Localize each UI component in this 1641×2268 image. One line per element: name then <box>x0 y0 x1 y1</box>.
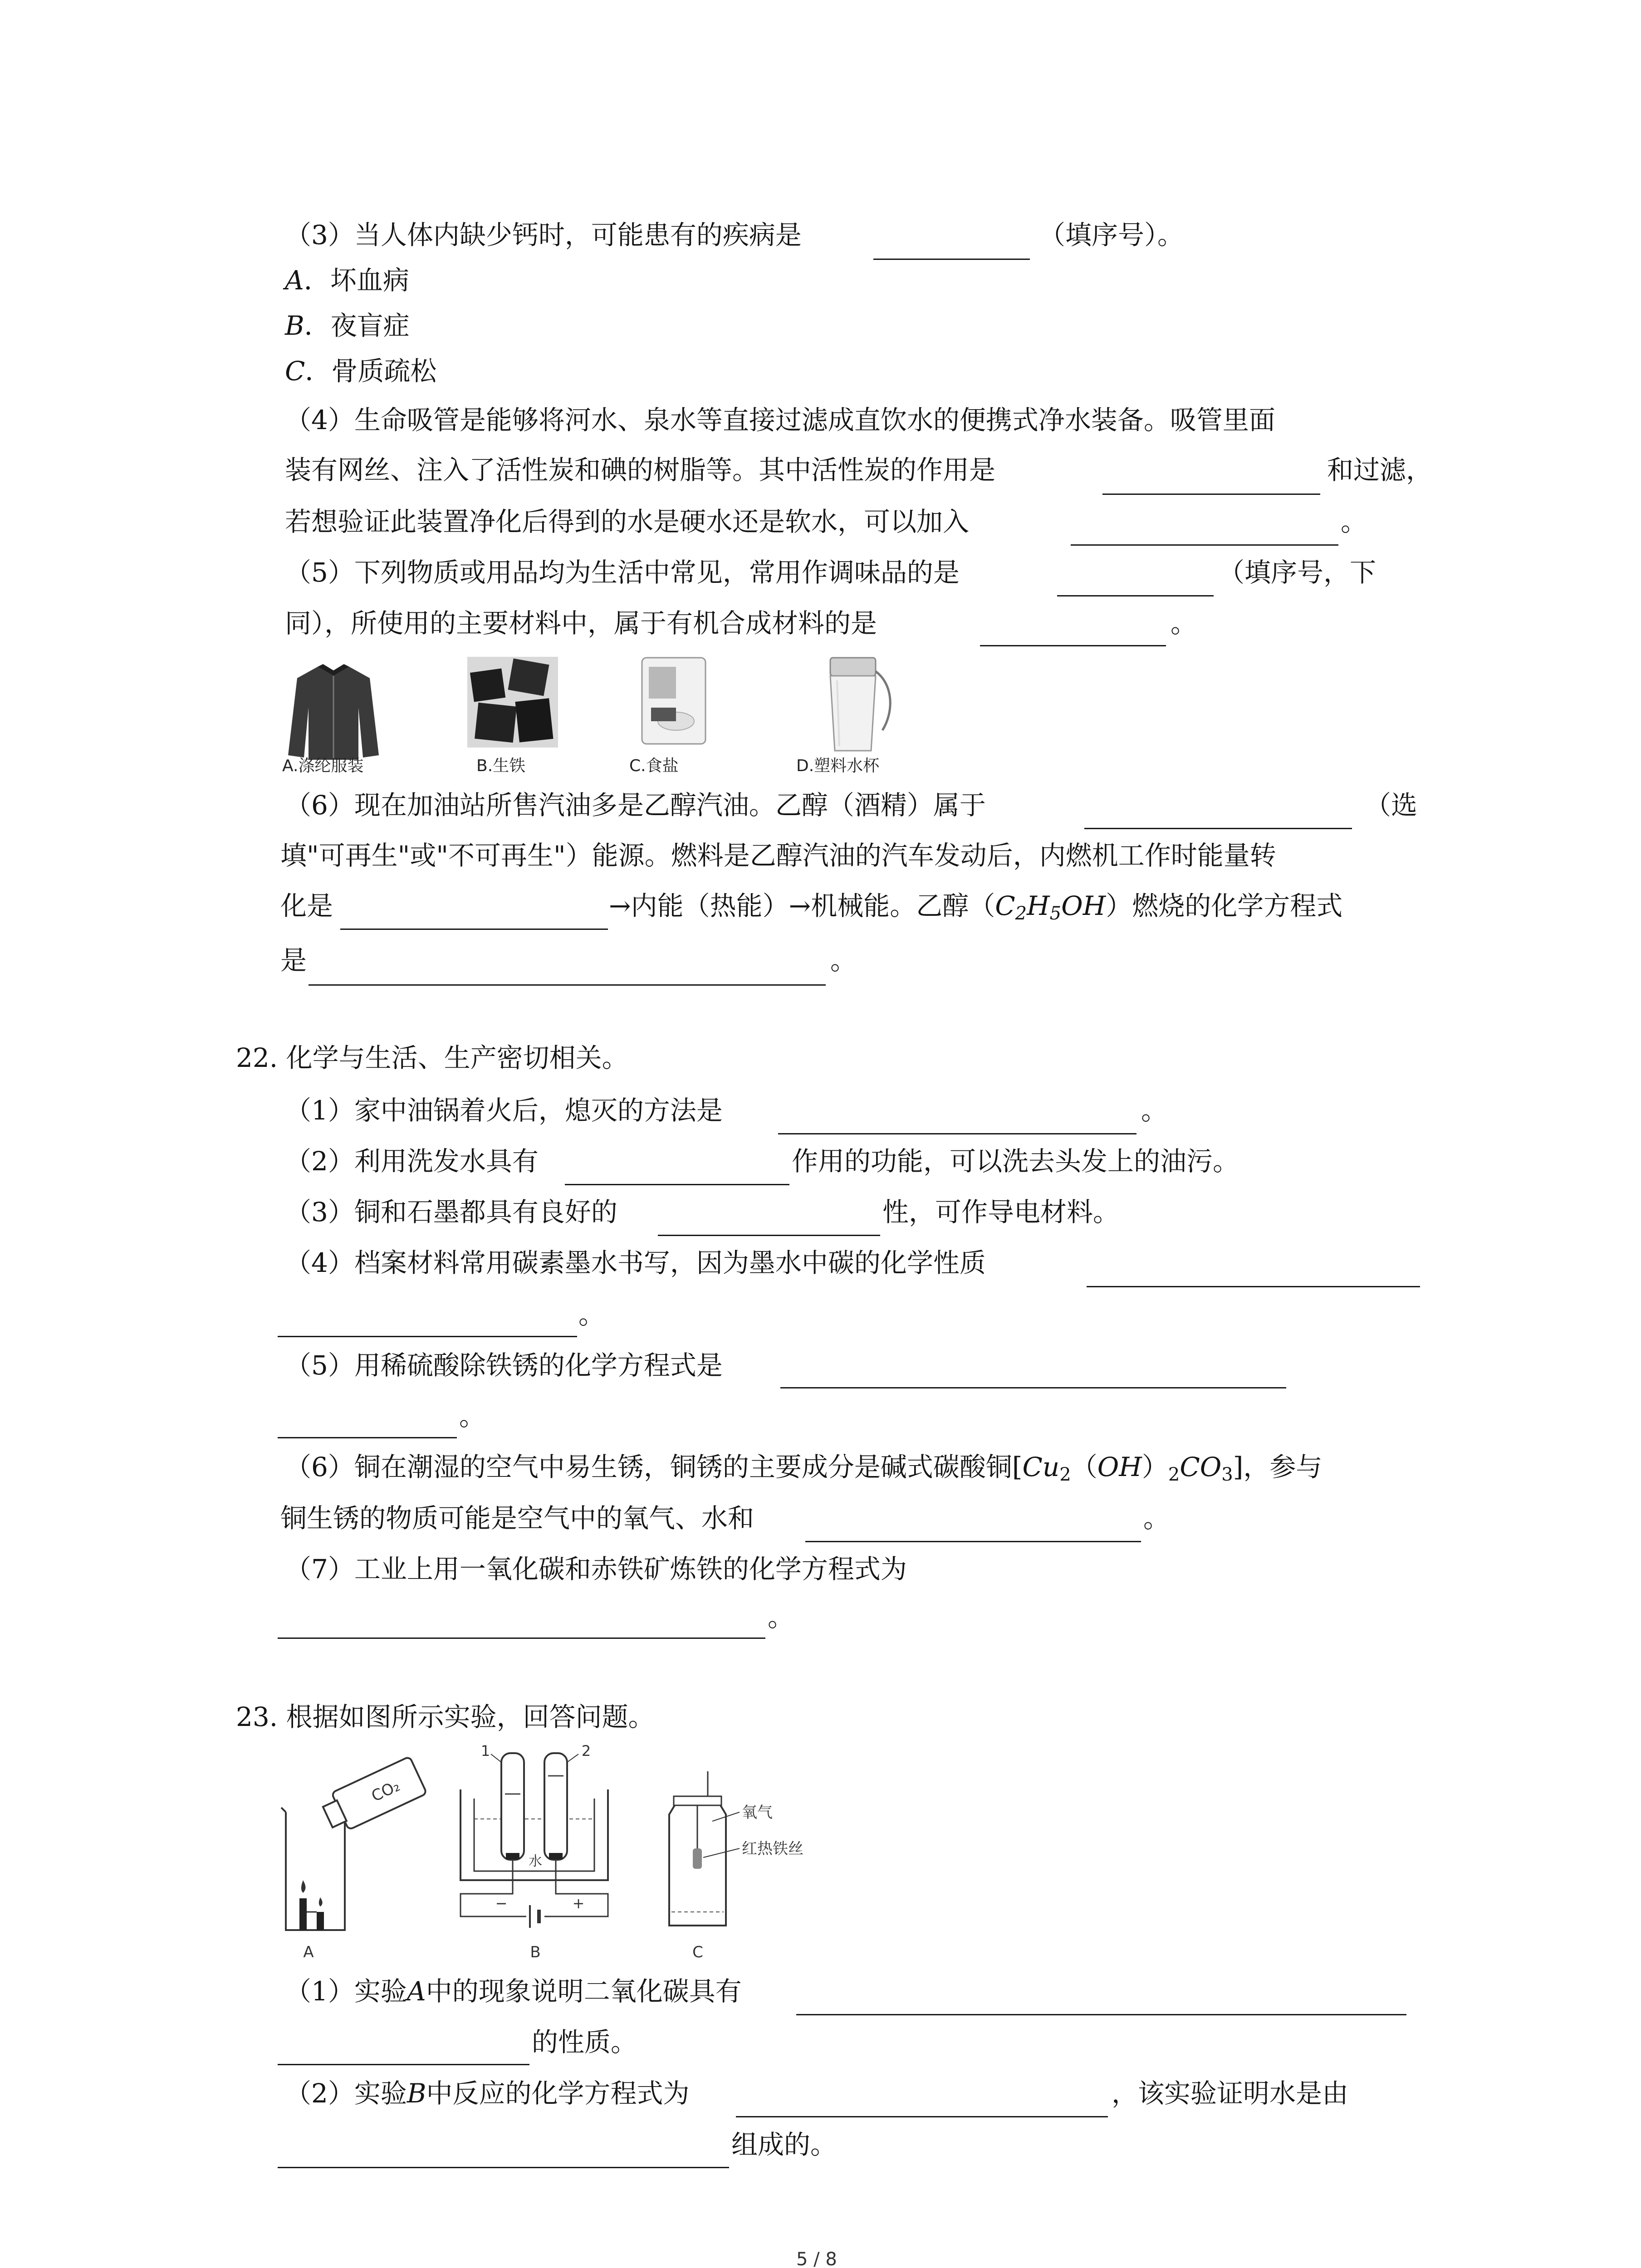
q21-part6-line2: 填"可再生"或"不可再生"）能源。燃料是乙醇汽油的汽车发动后，内燃机工作时能量转 <box>280 840 1276 871</box>
tube-2-label: 2 <box>581 1742 591 1760</box>
salt-bag-icon <box>637 653 710 748</box>
q21-part6-line1-tail: （选 <box>1365 790 1418 821</box>
answer-blank[interactable] <box>278 2064 529 2065</box>
minus-label: − <box>495 1895 508 1912</box>
q22-part5: （5）用稀硫酸除铁锈的化学方程式是 <box>285 1350 723 1381</box>
q21-part4-line2: 装有网丝、注入了活性炭和碘的树脂等。其中活性炭的作用是 <box>285 455 996 485</box>
q23-part2: （2）实验B中反应的化学方程式为 <box>285 2078 690 2109</box>
q22-part6-line2: 铜生锈的物质可能是空气中的氧气、水和 <box>280 1503 754 1534</box>
answer-blank[interactable] <box>1071 544 1338 546</box>
answer-blank[interactable] <box>658 1235 880 1236</box>
answer-blank[interactable] <box>1084 828 1352 829</box>
plastic-cup-icon <box>814 653 901 758</box>
answer-blank[interactable] <box>736 2116 1108 2117</box>
q22-part4: （4）档案材料常用碳素墨水书写，因为墨水中碳的化学性质 <box>285 1247 986 1278</box>
period: 。 <box>1341 506 1367 537</box>
iron-wire-label: 红热铁丝 <box>742 1840 803 1858</box>
q21-part6-line4: 是 <box>280 945 307 976</box>
image-caption: C.食盐 <box>629 757 679 775</box>
image-caption: D.塑料水杯 <box>796 757 880 775</box>
tube-1-label: 1 <box>480 1742 490 1760</box>
answer-blank[interactable] <box>796 2014 1406 2015</box>
q21-part5-line1-tail: （填序号，下 <box>1218 557 1376 588</box>
q22-part2: （2）利用洗发水具有 <box>285 1146 539 1177</box>
experiment-c-iron-in-oxygen <box>669 1771 803 1961</box>
q22-part3-tail: 性，可作导电材料。 <box>882 1197 1120 1227</box>
answer-blank[interactable] <box>565 1184 789 1185</box>
q22-part6-line1: （6）铜在潮湿的空气中易生锈，铜锈的主要成分是碱式碳酸铜$[Cu_2(OH)_2CO_3]$，参与 <box>285 1452 1323 1485</box>
period: 。 <box>578 1299 605 1330</box>
q22-part2-tail: 作用的功能，可以洗去头发上的油污。 <box>792 1146 1239 1177</box>
answer-blank[interactable] <box>873 259 1030 260</box>
label-c: C <box>692 1943 703 1961</box>
q21-part6-line1: （6）现在加油站所售汽油多是乙醇汽油。乙醇（酒精）属于 <box>285 790 986 821</box>
q21-part6-line3: 化是 <box>280 890 333 921</box>
option-b: B．夜盲症 <box>285 310 410 341</box>
q22-part7: （7）工业上用一氧化碳和赤铁矿炼铁的化学方程式为 <box>285 1554 907 1584</box>
label-b: B <box>530 1943 541 1961</box>
experiment-diagram <box>281 1744 844 1962</box>
image-caption: B.生铁 <box>476 757 526 775</box>
q21-part3-tail: （填序号）。 <box>1039 220 1184 250</box>
plus-label: + <box>572 1895 585 1912</box>
page-number: 5 / 8 <box>796 2249 837 2268</box>
co2-label: CO₂ <box>368 1776 403 1806</box>
answer-blank[interactable] <box>278 2167 729 2168</box>
image-caption: A.涤纶服装 <box>282 757 364 775</box>
answer-blank[interactable] <box>340 929 608 930</box>
q21-part6-line3-mid: →内能（热能）→机械能。乙醇$(C_2H_5OH)$燃烧的化学方程式 <box>609 890 1343 924</box>
experiment-b-electrolysis <box>460 1742 608 1961</box>
answer-blank[interactable] <box>278 1336 577 1337</box>
answer-blank[interactable] <box>1087 1286 1420 1287</box>
q23-part1-tail: 的性质。 <box>532 2027 637 2058</box>
water-label: 水 <box>529 1853 542 1869</box>
q21-part4-line3: 若想验证此装置净化后得到的水是硬水还是软水，可以加入 <box>285 506 970 537</box>
answer-blank[interactable] <box>278 1437 457 1438</box>
period: 。 <box>830 945 857 976</box>
oxygen-label: 氧气 <box>742 1804 773 1822</box>
period: 。 <box>459 1401 486 1432</box>
q21-part3: （3）当人体内缺少钙时，可能患有的疾病是 <box>285 220 802 250</box>
q23-part1: （1）实验A中的现象说明二氧化碳具有 <box>285 1976 742 2007</box>
period: 。 <box>1171 608 1197 639</box>
q21-part5-line2: 同），所使用的主要材料中，属于有机合成材料的是 <box>285 608 877 639</box>
period: 。 <box>1141 1095 1168 1126</box>
answer-blank[interactable] <box>780 1387 1286 1388</box>
answer-blank[interactable] <box>1102 494 1320 495</box>
q23-title: 23. 根据如图所示实验，回答问题。 <box>236 1701 655 1732</box>
period: 。 <box>768 1602 794 1633</box>
q22-part1: （1）家中油锅着火后，熄灭的方法是 <box>285 1095 723 1126</box>
q21-part4-line2-tail: 和过滤， <box>1327 455 1433 485</box>
answer-blank[interactable] <box>805 1541 1141 1542</box>
answer-blank[interactable] <box>278 1637 765 1639</box>
q22-title: 22. 化学与生活、生产密切相关。 <box>236 1042 628 1073</box>
experiment-a-beaker <box>281 1756 427 1961</box>
polyester-jacket-icon <box>286 658 381 762</box>
answer-blank[interactable] <box>1057 595 1214 596</box>
q21-part5-line1: （5）下列物质或用品均为生活中常见，常用作调味品的是 <box>285 557 960 588</box>
q21-part4-line1: （4）生命吸管是能够将河水、泉水等直接过滤成直饮水的便携式净水装备。吸管里面 <box>285 405 1275 435</box>
option-a: A．坏血病 <box>285 265 409 296</box>
answer-blank[interactable] <box>309 984 826 986</box>
pig-iron-icon <box>467 657 558 748</box>
period: 。 <box>1143 1503 1170 1534</box>
q23-part2-tail: 组成的。 <box>731 2129 837 2160</box>
answer-blank[interactable] <box>778 1133 1136 1134</box>
option-c: C．骨质疏松 <box>285 356 437 386</box>
answer-blank[interactable] <box>980 645 1166 646</box>
q22-part3: （3）铜和石墨都具有良好的 <box>285 1197 617 1227</box>
label-a: A <box>303 1943 314 1961</box>
q23-part2-mid: ，该实验证明水是由 <box>1112 2078 1349 2109</box>
